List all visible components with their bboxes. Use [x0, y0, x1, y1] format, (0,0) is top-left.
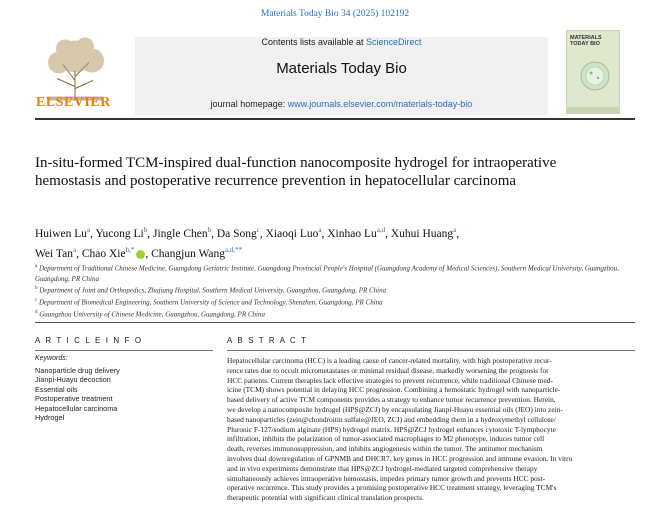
- abstract-line: simultaneously achieves intraoperative hemostasis, impedes primary tumor growth and prevents HCC post-: [227, 473, 546, 483]
- abstract-rule: [227, 350, 635, 351]
- abstract-line: and in vivo experiments demonstrate that HPS@ZCJ hydrogel-mediated targeted comprehensive therapy: [227, 463, 538, 473]
- author-separator: ,: [259, 227, 266, 240]
- homepage-link[interactable]: www.journals.elsevier.com/materials-today-bio: [287, 99, 473, 109]
- journal-name: Materials Today Bio: [276, 60, 407, 77]
- abstract-line: infiltration, inhibits the polarization of tumor-associated macrophages to M2 phenotype, induces tumor cell: [227, 434, 545, 444]
- author-affiliation-marker[interactable]: a: [318, 226, 322, 234]
- article-info-heading: A R T I C L E I N F O: [35, 336, 143, 345]
- journal-homepage: [135, 99, 548, 109]
- author-affiliation-marker[interactable]: a,d,**: [225, 245, 243, 254]
- abstract-heading: A B S T R A C T: [227, 336, 308, 345]
- abstract-line: HCC patients. Current therapies lack effective strategies to prevent recurrence, while traditional Chinese med-: [227, 375, 553, 385]
- affiliation-text: Department of Traditional Chinese Medicine, Guangdong Geriatric Institute, Guangdong Provincial People's Hospital (Guangdong Academy of Medical Sciences), Southern Medical University, Guangzhou, Guangdong, PR China: [35, 264, 619, 283]
- author-affiliation-marker[interactable]: a: [72, 245, 77, 254]
- header-rule: [35, 118, 635, 120]
- abstract-line: icine (TCM) shows potential in delaying HCC progression. Combining a hemostatic hydrogel with nanoparticle-: [227, 385, 561, 395]
- author-affiliation-marker[interactable]: b: [207, 226, 212, 234]
- journal-cover-image[interactable]: [566, 30, 620, 114]
- author-affiliation-marker[interactable]: a: [453, 226, 457, 234]
- affiliation-item: [35, 284, 625, 296]
- section-rule: [35, 322, 635, 323]
- affiliation-text: Department of Biomedical Engineering, Southern University of Science and Technology, Shenzhen, Guangdong, PR China: [37, 298, 383, 307]
- author-name[interactable]: Xuhui Huang: [390, 227, 454, 240]
- abstract-line: rence rates due to occult micrometastases or minimal residual disease, markedly worsening the prognosis for: [227, 365, 549, 375]
- orcid-icon[interactable]: [136, 250, 145, 259]
- author-list: [35, 222, 595, 262]
- author-name[interactable]: Jingle Chen: [152, 227, 208, 240]
- journal-header-box: [135, 37, 548, 115]
- author-name[interactable]: Da Song: [216, 227, 257, 240]
- author-separator: ,: [90, 227, 96, 240]
- abstract-text: [227, 356, 635, 503]
- abstract-line: therapeutic potential with significant clinical translation prospects.: [227, 493, 424, 503]
- abstract-line: Pluronic F-127/sodium alginate (HPS) hydrogel matrix. HPS@ZCJ hydrogel enhances cytotoxic T-lymphocyte: [227, 424, 556, 434]
- affiliation-marker: a: [35, 264, 38, 269]
- author-affiliation-marker[interactable]: a: [87, 226, 91, 234]
- contents-prefix: Contents lists available at: [261, 37, 367, 47]
- affiliation-marker: b: [35, 286, 38, 292]
- author-separator: ,: [321, 227, 328, 240]
- keyword-item: Hydrogel: [35, 413, 65, 423]
- sciencedirect-link[interactable]: ScienceDirect: [366, 37, 422, 47]
- keyword-item: Hepatocellular carcinoma: [35, 403, 118, 413]
- affiliation-item: [35, 308, 625, 320]
- author-name[interactable]: Huiwen Lu: [35, 227, 88, 240]
- affiliation-marker: d: [35, 309, 38, 315]
- author-separator: ,: [456, 227, 460, 240]
- author-name[interactable]: Xinhao Lu: [327, 227, 377, 240]
- author-name[interactable]: Chao Xie: [81, 247, 126, 260]
- publisher-logo-text[interactable]: ELSEVIER: [36, 95, 111, 110]
- author-name[interactable]: Wei Tan: [35, 247, 73, 260]
- author-separator: ,: [147, 227, 153, 240]
- keyword-item: Jianpi-Huayu decoction: [35, 375, 111, 385]
- author-name[interactable]: Changjun Wang: [151, 247, 226, 260]
- affiliation-item: [35, 262, 625, 284]
- cover-graphic: [567, 31, 619, 113]
- author-line-1: [35, 222, 595, 242]
- keyword-item: Postoperative treatment: [35, 394, 113, 404]
- author-affiliation-marker[interactable]: b: [143, 226, 148, 234]
- abstract-line: we develop a nanocomposite hydrogel (HPS@ZCJ) by encapsulating Jianpi-Huayu essential oils (JEO) into zein-: [227, 404, 563, 414]
- keyword-item: Essential oils: [35, 384, 78, 394]
- article-title: In-situ-formed TCM-inspired dual-function nanocomposite hydrogel for intraoperative hemostasis and postoperative recurrence prevention in hepatocellular carcinoma: [35, 155, 557, 189]
- author-affiliation-marker[interactable]: b,*: [125, 245, 135, 254]
- author-name[interactable]: Yucong Li: [95, 227, 144, 240]
- author-affiliation-marker[interactable]: c: [256, 226, 260, 234]
- author-separator: ,: [385, 227, 391, 240]
- author-separator: ,: [76, 247, 82, 260]
- keywords-list: [35, 366, 215, 422]
- abstract-line: operative recurrence. This study provides a promising postoperative HCC treatment strategy, leveraging TCM's: [227, 483, 557, 493]
- abstract-line: death, reverses immunosuppression, and inhibits angiogenesis within the tumor. The antitumor mechanism: [227, 444, 543, 454]
- affiliation-marker: c: [35, 298, 38, 304]
- cover-title: MATERIALS TODAY BIO: [570, 35, 602, 47]
- article-info-rule: [35, 350, 213, 351]
- affiliation-item: [35, 296, 625, 308]
- contents-available: [135, 37, 548, 47]
- abstract-line: based nanoparticles (zein@chondroitin sulfate@JEO, ZCJ) and embedding them in a hydroxymethyl cellulose/: [227, 414, 556, 424]
- author-affiliation-marker[interactable]: a,d: [376, 226, 386, 234]
- author-name[interactable]: Xiaoqi Luo: [265, 227, 319, 240]
- keywords-label: Keywords:: [35, 355, 68, 362]
- affiliation-text: Guangzhou University of Chinese Medicine, Guangzhou, Guangdong, PR China: [37, 310, 265, 319]
- abstract-line: Hepatocellular carcinoma (HCC) is a leading cause of cancer-related mortality, with high postoperative recur-: [227, 356, 552, 365]
- abstract-line: based delivery of active TCM components provides a strategy to enhance tumor recurrence prevention. Herein,: [227, 395, 556, 405]
- author-separator: ,: [211, 227, 217, 240]
- homepage-prefix: journal homepage:: [210, 99, 288, 109]
- affiliation-text: Department of Joint and Orthopedics, Zhujiang Hospital, Southern Medical University, Guangzhou, Guangdong, PR China: [37, 286, 387, 295]
- journal-citation[interactable]: Materials Today Bio 34 (2025) 102192: [260, 9, 410, 19]
- affiliations: [35, 262, 625, 320]
- abstract-line: involves dual downregulation of GPNMB and DHCR7, key genes in HCC progression and immune evasion. In vitro: [227, 453, 573, 463]
- author-line-2: [35, 242, 595, 262]
- keyword-item: Nanoparticle drug delivery: [35, 366, 120, 375]
- author-separator: ,: [145, 247, 152, 260]
